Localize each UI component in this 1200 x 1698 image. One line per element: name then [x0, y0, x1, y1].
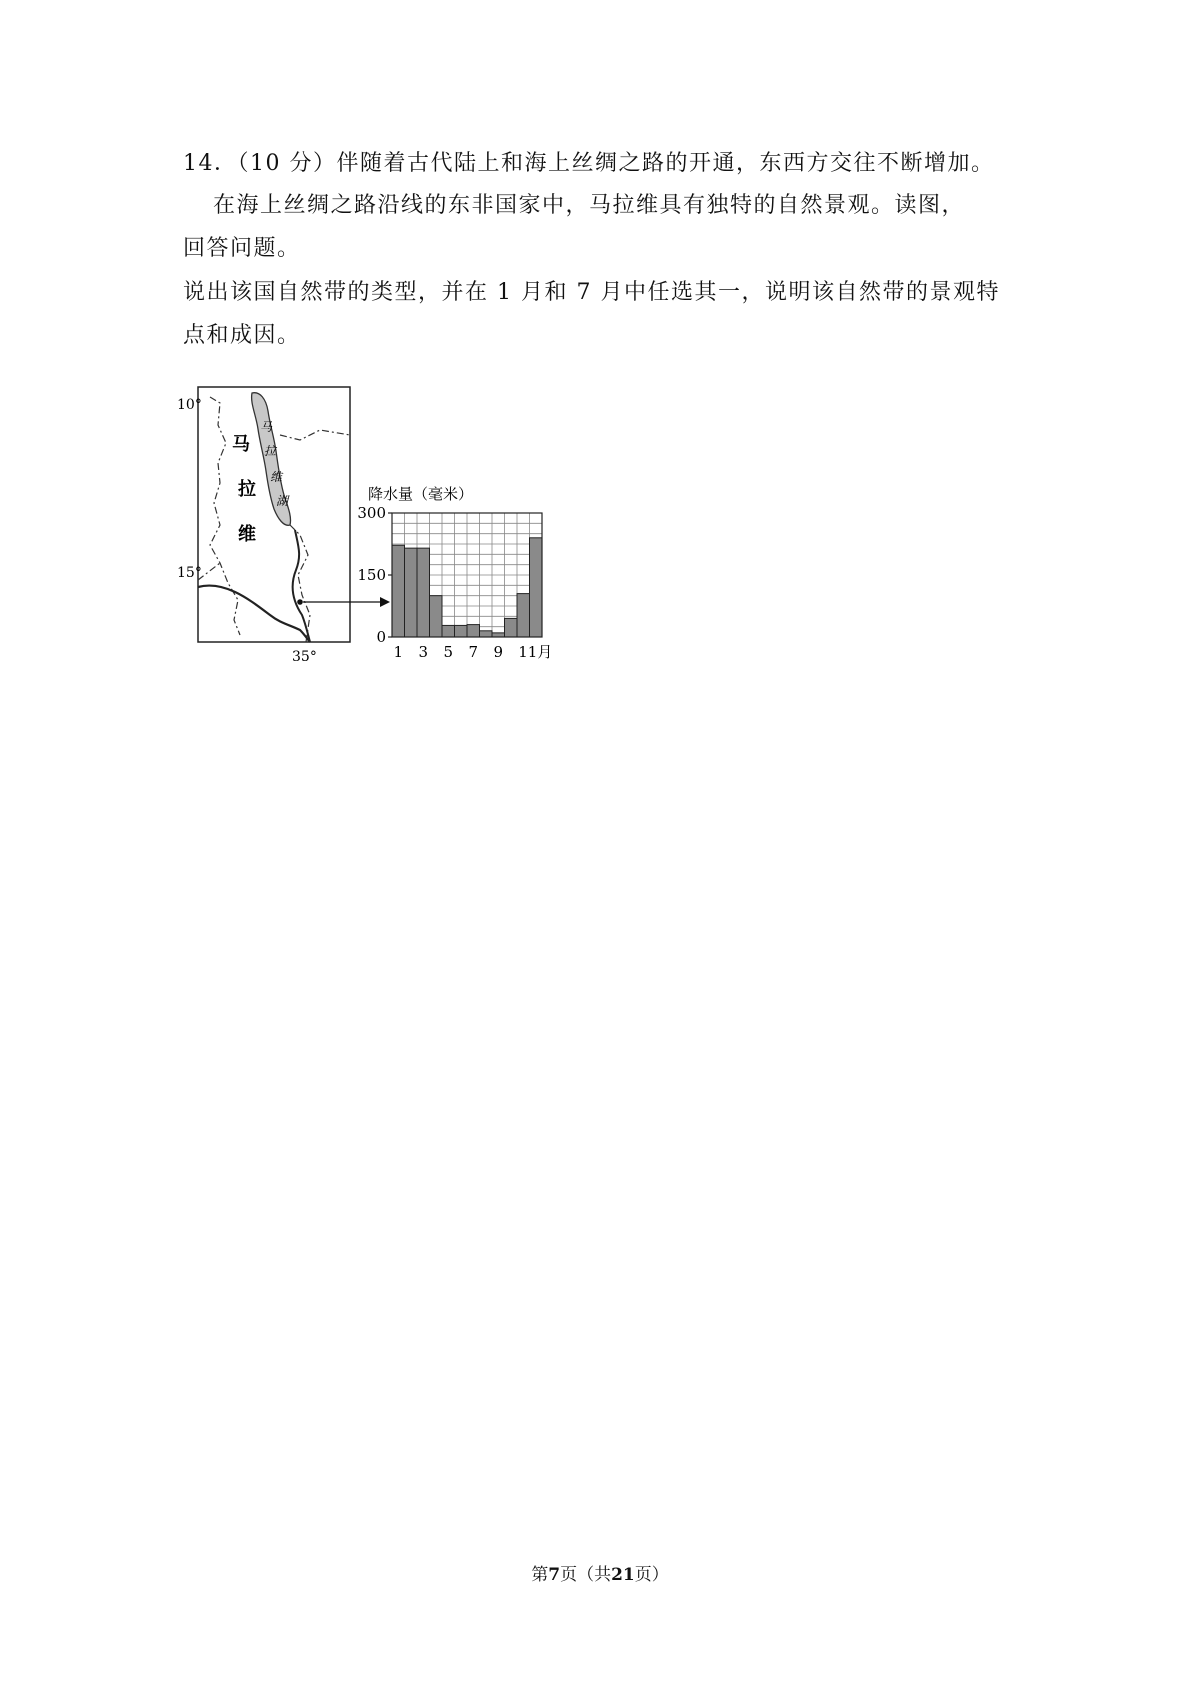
- chart-y-tick-label: 300: [357, 504, 386, 522]
- chart-bar: [405, 548, 418, 637]
- footer-prefix: 第: [531, 1565, 549, 1585]
- chart-bar: [442, 625, 455, 637]
- footer-suffix: 页）: [634, 1565, 669, 1585]
- question-line-4: 说出该国自然带的类型，并在 1 月和 7 月中任选其一，说明该自然带的景观特: [183, 280, 1000, 305]
- chart-bar: [467, 625, 480, 637]
- chart-y-tick-label: 0: [376, 628, 386, 646]
- chart-bar: [517, 594, 530, 637]
- chart-x-tick-label: 9: [493, 643, 504, 661]
- y-axis-title: 降水量（毫米）: [368, 485, 474, 503]
- lat-label-15: 15°: [177, 565, 202, 581]
- footer-page-number: 7: [548, 1565, 561, 1585]
- chart-x-tick-label: 5: [443, 643, 454, 661]
- question-line-5: 点和成因。: [183, 323, 301, 348]
- lon-label-35: 35°: [292, 649, 317, 665]
- country-label-1: 马: [232, 434, 250, 455]
- chart-y-tick-label: 150: [357, 566, 386, 584]
- country-label-2: 拉: [238, 479, 256, 500]
- chart-x-tick-label: 11月: [518, 643, 553, 661]
- footer-total-pages: 21: [611, 1565, 635, 1585]
- chart-x-tick-label: 1: [393, 643, 404, 661]
- lake-label-4: 湖: [276, 494, 289, 508]
- page-footer: [0, 1560, 1200, 1585]
- lake-label-1: 马: [260, 420, 273, 434]
- chart-bar: [505, 618, 518, 637]
- chart-x-tick-label: 3: [418, 643, 429, 661]
- chart-bar: [392, 545, 405, 637]
- chart-bar: [417, 548, 430, 637]
- station-arrowhead: [380, 597, 390, 607]
- chart-x-tick-label: 7: [468, 643, 479, 661]
- question-line-3: 回答问题。: [183, 236, 301, 261]
- chart-bar: [430, 596, 443, 637]
- precipitation-chart: [357, 485, 552, 661]
- question-line-2: 在海上丝绸之路沿线的东非国家中，马拉维具有独特的自然景观。读图，: [213, 193, 966, 218]
- question-line-1: 14．（10 分）伴随着古代陆上和海上丝绸之路的开通，东西方交往不断增加。: [183, 151, 995, 176]
- chart-bar: [455, 625, 468, 637]
- figure: [177, 385, 600, 689]
- station-point: [297, 599, 303, 605]
- lake-label-2: 拉: [264, 444, 277, 458]
- lat-label-10: 10°: [177, 397, 202, 413]
- chart-bar: [492, 633, 505, 637]
- map-frame: [198, 387, 350, 642]
- figure-svg: [177, 385, 600, 685]
- footer-middle: 页（共: [560, 1565, 612, 1585]
- country-label-3: 维: [238, 524, 256, 545]
- lake-label-3: 维: [270, 470, 283, 484]
- chart-bar: [530, 538, 543, 637]
- chart-bar: [480, 631, 493, 637]
